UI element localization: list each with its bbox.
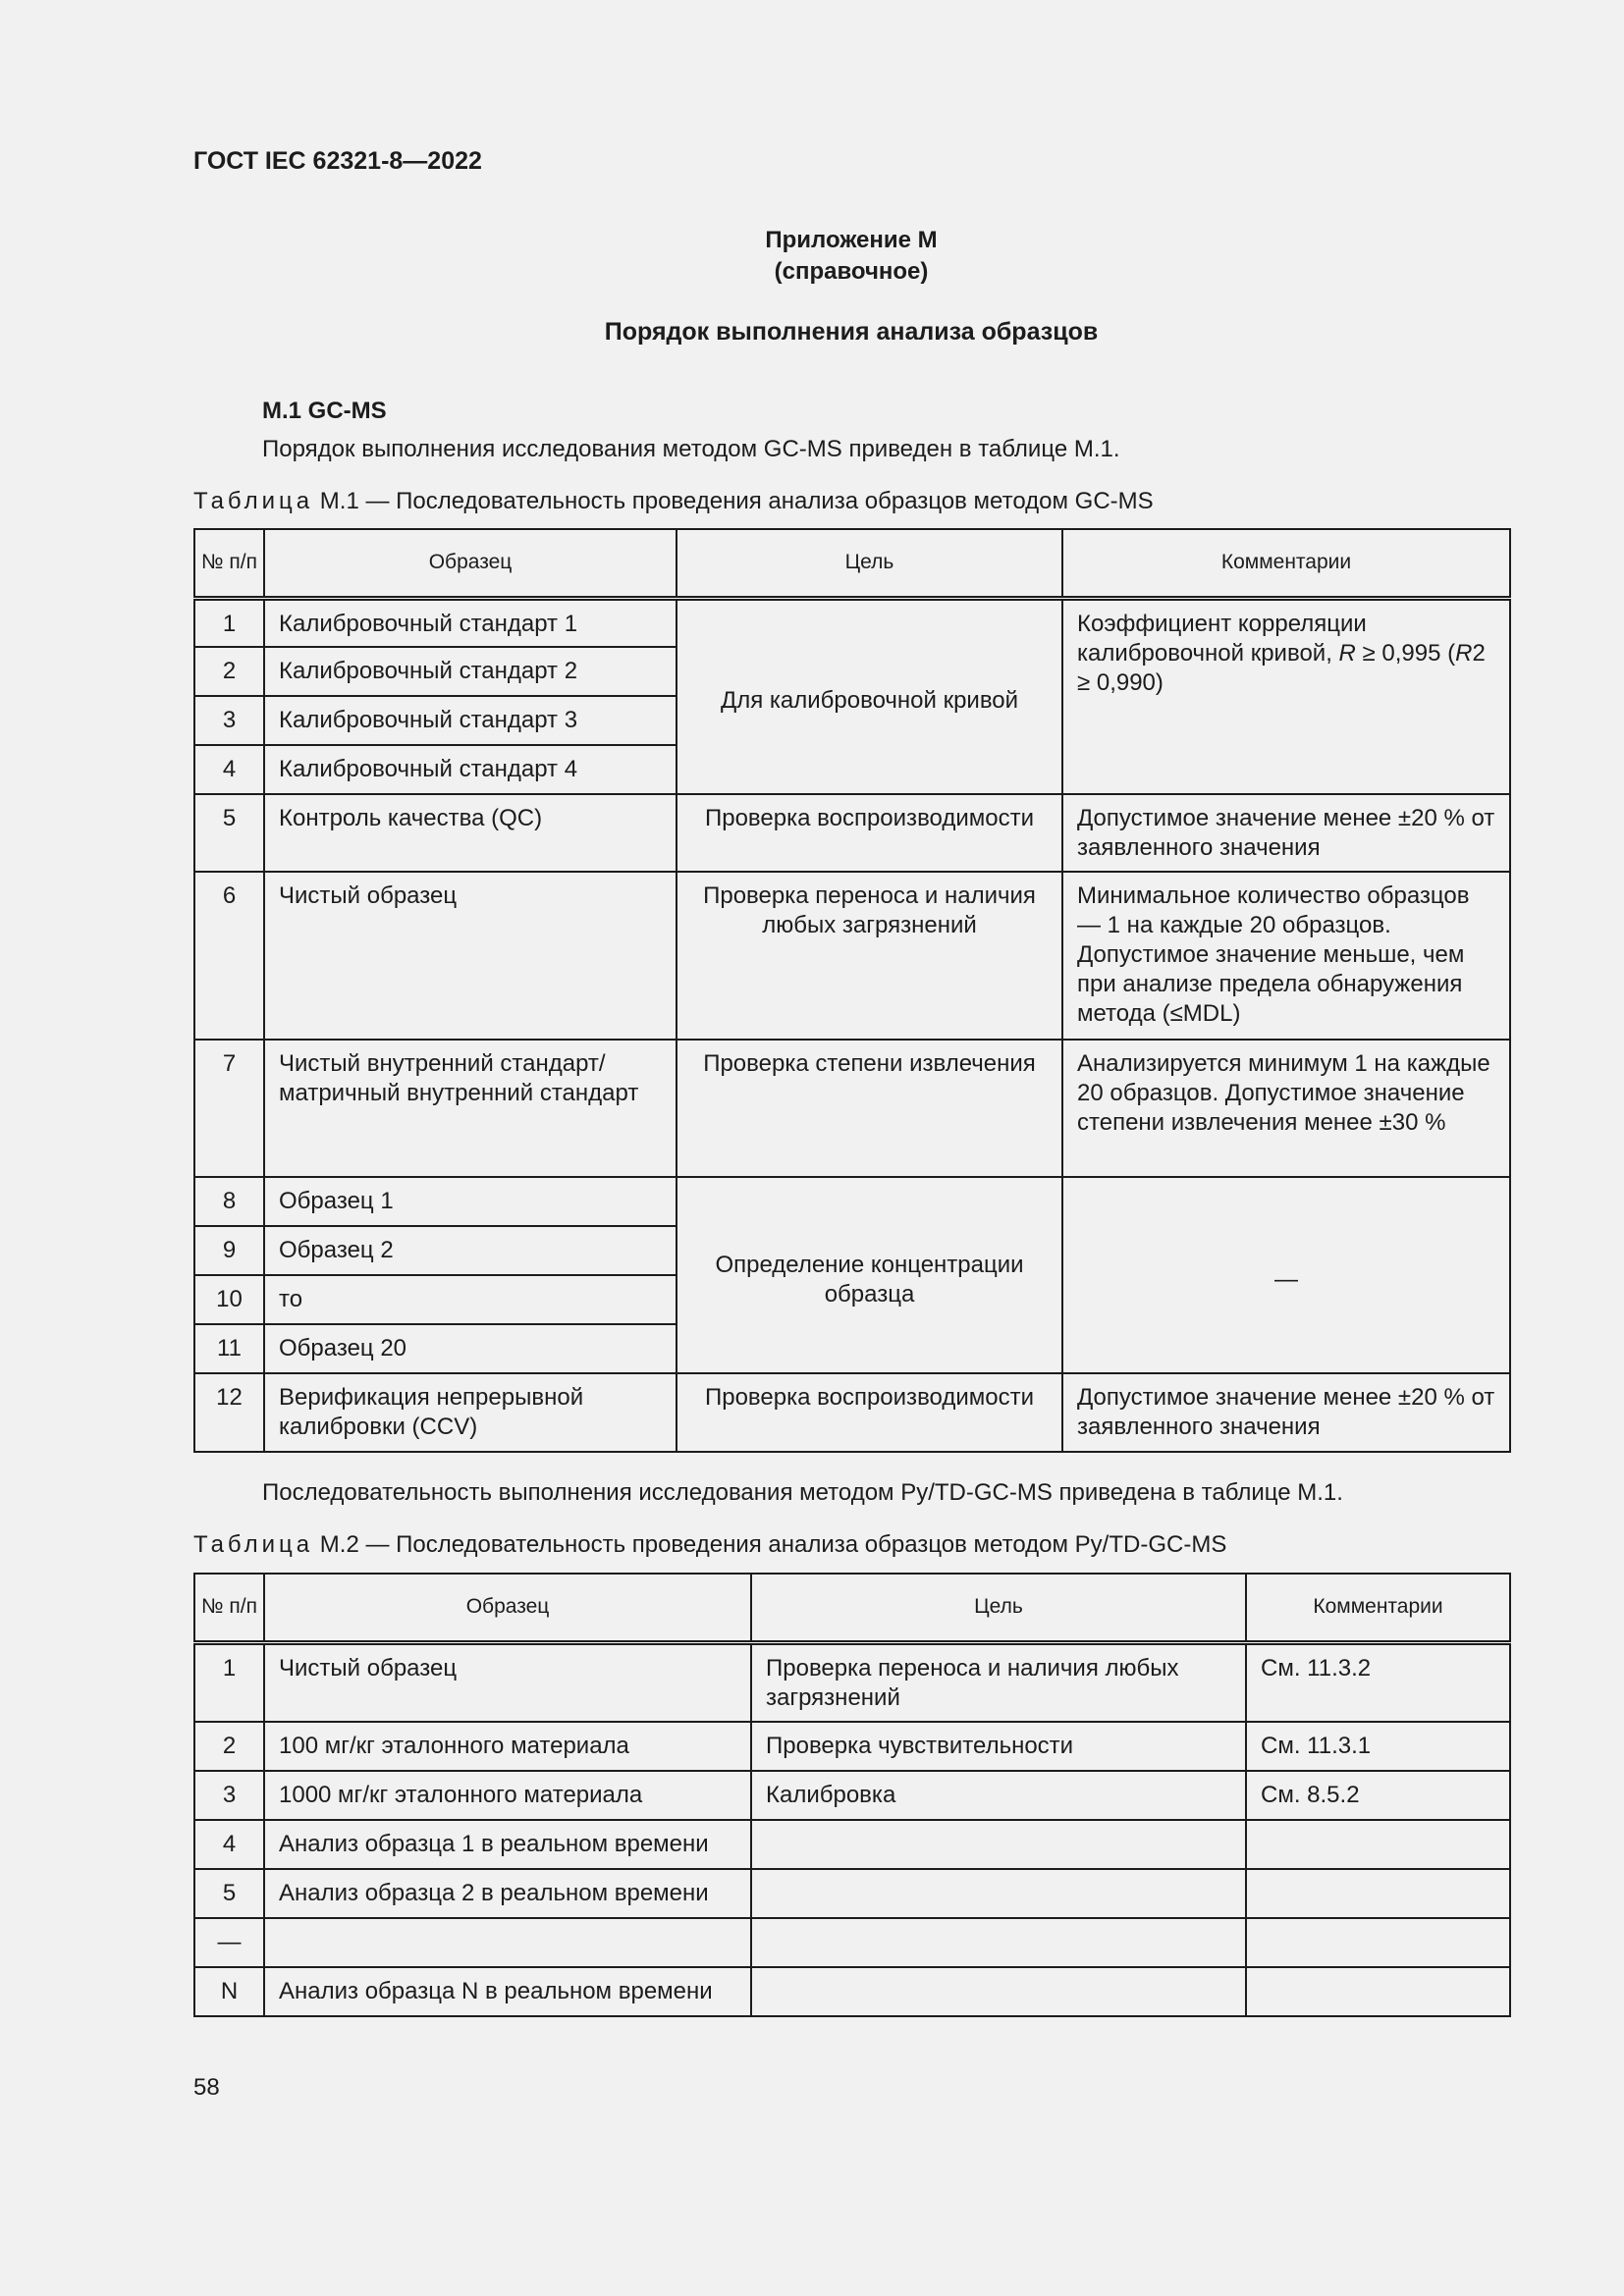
row-comment xyxy=(1246,1820,1510,1869)
row-number: 4 xyxy=(194,745,264,794)
row-number: 8 xyxy=(194,1177,264,1226)
row-comment: См. 11.3.1 xyxy=(1246,1722,1510,1771)
row-goal xyxy=(751,1967,1246,2016)
row-number: 9 xyxy=(194,1226,264,1275)
row-number: 2 xyxy=(194,647,264,696)
row-sample: Чистый образец xyxy=(264,872,677,1040)
row-sample: Анализ образца 1 в реальном времени xyxy=(264,1820,751,1869)
appendix-heading xyxy=(0,225,1624,288)
comment-text: ≥ 0,995 ( xyxy=(1355,639,1456,667)
row-number: 1 xyxy=(194,1642,264,1722)
table-row xyxy=(194,1040,1510,1177)
appendix-main-title: Порядок выполнения анализа образцов xyxy=(604,318,1099,346)
table-row xyxy=(194,1373,1510,1452)
row-goal: Проверка чувствительности xyxy=(751,1722,1246,1771)
comment-symbol: R xyxy=(1455,639,1473,667)
table2 xyxy=(193,1573,1511,2017)
row-sample: 100 мг/кг эталонного материала xyxy=(264,1722,751,1771)
table2-caption-label: Таблица xyxy=(193,1531,314,1558)
row-comment xyxy=(1246,1967,1510,2016)
appendix-subtitle: (справочное) xyxy=(774,258,929,285)
row-sample: Калибровочный стандарт 3 xyxy=(264,696,677,745)
table1-header-comments: Комментарии xyxy=(1062,529,1510,598)
table1 xyxy=(193,528,1511,1453)
row-number: 1 xyxy=(194,598,264,647)
table1-header-number: № п/п xyxy=(194,529,264,598)
row-number: 3 xyxy=(194,696,264,745)
row-comment xyxy=(1062,598,1510,794)
row-sample: Образец 2 xyxy=(264,1226,677,1275)
table-row xyxy=(194,1869,1510,1918)
comment-symbol: R xyxy=(1338,639,1356,667)
table1-header-sample: Образец xyxy=(264,529,677,598)
row-number: 4 xyxy=(194,1820,264,1869)
row-comment: — xyxy=(1062,1177,1510,1373)
row-sample: Калибровочный стандарт 4 xyxy=(264,745,677,794)
table1-caption-text: М.1 — Последовательность проведения анализа образцов методом GC-MS xyxy=(313,488,1154,514)
row-sample: Калибровочный стандарт 2 xyxy=(264,647,677,696)
row-number: 11 xyxy=(194,1324,264,1373)
table-row xyxy=(194,1642,1510,1722)
row-sample: Калибровочный стандарт 1 xyxy=(264,598,677,647)
row-number: 10 xyxy=(194,1275,264,1324)
row-goal xyxy=(751,1918,1246,1967)
table2-header-sample: Образец xyxy=(264,1574,751,1642)
table-row xyxy=(194,1967,1510,2016)
table-row xyxy=(194,1820,1510,1869)
row-sample: то xyxy=(264,1275,677,1324)
row-sample: Чистый внутренний стандарт/ матричный внутренний стандарт xyxy=(264,1040,677,1177)
row-number: 6 xyxy=(194,872,264,1040)
row-sample: Образец 20 xyxy=(264,1324,677,1373)
row-goal: Определение концентрации образца xyxy=(677,1177,1062,1373)
row-comment: Допустимое значение менее ±20 % от заявленного значения xyxy=(1062,1373,1510,1452)
table2-header-goal: Цель xyxy=(751,1574,1246,1642)
table-row xyxy=(194,794,1510,872)
comment-text: 2 ≥ 0,990) xyxy=(1077,639,1486,696)
table-row xyxy=(194,872,1510,1040)
row-goal: Проверка переноса и наличия любых загрязнений xyxy=(751,1642,1246,1722)
comment-text: Коэффициент корреляции калибровочной кривой, xyxy=(1077,610,1367,667)
row-sample: 1000 мг/кг эталонного материала xyxy=(264,1771,751,1820)
table1-header-row xyxy=(194,529,1510,598)
row-comment: Анализируется минимум 1 на каждые 20 образцов. Допустимое значение степени извлечения менее ±30 % xyxy=(1062,1040,1510,1177)
document-code-header: ГОСТ IEC 62321-8—2022 xyxy=(193,147,482,175)
row-number: 5 xyxy=(194,794,264,872)
table1-caption xyxy=(193,488,1154,515)
row-number: 2 xyxy=(194,1722,264,1771)
row-comment: См. 8.5.2 xyxy=(1246,1771,1510,1820)
row-sample: Анализ образца 2 в реальном времени xyxy=(264,1869,751,1918)
row-goal: Проверка переноса и наличия любых загрязнений xyxy=(677,872,1062,1040)
section-heading: М.1 GC-MS xyxy=(262,398,387,424)
row-sample: Верификация непрерывной калибровки (CCV) xyxy=(264,1373,677,1452)
row-comment: См. 11.3.2 xyxy=(1246,1642,1510,1722)
row-sample: Чистый образец xyxy=(264,1642,751,1722)
page-number: 58 xyxy=(193,2074,220,2101)
row-goal: Калибровка xyxy=(751,1771,1246,1820)
row-goal: Проверка степени извлечения xyxy=(677,1040,1062,1177)
row-number: 3 xyxy=(194,1771,264,1820)
row-number: 7 xyxy=(194,1040,264,1177)
table2-header-comments: Комментарии xyxy=(1246,1574,1510,1642)
row-goal: Проверка воспроизводимости xyxy=(677,794,1062,872)
table2-header-row xyxy=(194,1574,1510,1642)
table-row xyxy=(194,1918,1510,1967)
table2-caption xyxy=(193,1531,1226,1559)
row-goal xyxy=(751,1820,1246,1869)
row-comment xyxy=(1246,1918,1510,1967)
table-row xyxy=(194,1771,1510,1820)
row-sample: Контроль качества (QC) xyxy=(264,794,677,872)
row-number: — xyxy=(194,1918,264,1967)
row-sample: Образец 1 xyxy=(264,1177,677,1226)
row-sample xyxy=(264,1918,751,1967)
table2-header-number: № п/п xyxy=(194,1574,264,1642)
row-goal: Проверка воспроизводимости xyxy=(677,1373,1062,1452)
row-goal xyxy=(751,1869,1246,1918)
between-tables-paragraph: Последовательность выполнения исследования методом Py/TD-GC-MS приведена в таблице М.1. xyxy=(262,1479,1343,1506)
row-number: 12 xyxy=(194,1373,264,1452)
table1-caption-label: Таблица xyxy=(193,488,314,514)
row-comment: Минимальное количество образцов — 1 на каждые 20 образцов. Допустимое значение меньше, чем при анализе предела обнаружения метода (≤MDL) xyxy=(1062,872,1510,1040)
table-row xyxy=(194,1722,1510,1771)
row-sample: Анализ образца N в реальном времени xyxy=(264,1967,751,2016)
row-number: N xyxy=(194,1967,264,2016)
table2-caption-text: М.2 — Последовательность проведения анализа образцов методом Py/TD-GC-MS xyxy=(313,1531,1227,1558)
appendix-title: Приложение М xyxy=(765,227,938,253)
row-comment: Допустимое значение менее ±20 % от заявленного значения xyxy=(1062,794,1510,872)
row-number: 5 xyxy=(194,1869,264,1918)
table1-header-goal: Цель xyxy=(677,529,1062,598)
table-row xyxy=(194,1177,1510,1226)
table-row xyxy=(194,598,1510,647)
row-goal: Для калибровочной кривой xyxy=(677,598,1062,794)
section-intro-paragraph: Порядок выполнения исследования методом GC-MS приведен в таблице М.1. xyxy=(262,436,1120,462)
row-comment xyxy=(1246,1869,1510,1918)
